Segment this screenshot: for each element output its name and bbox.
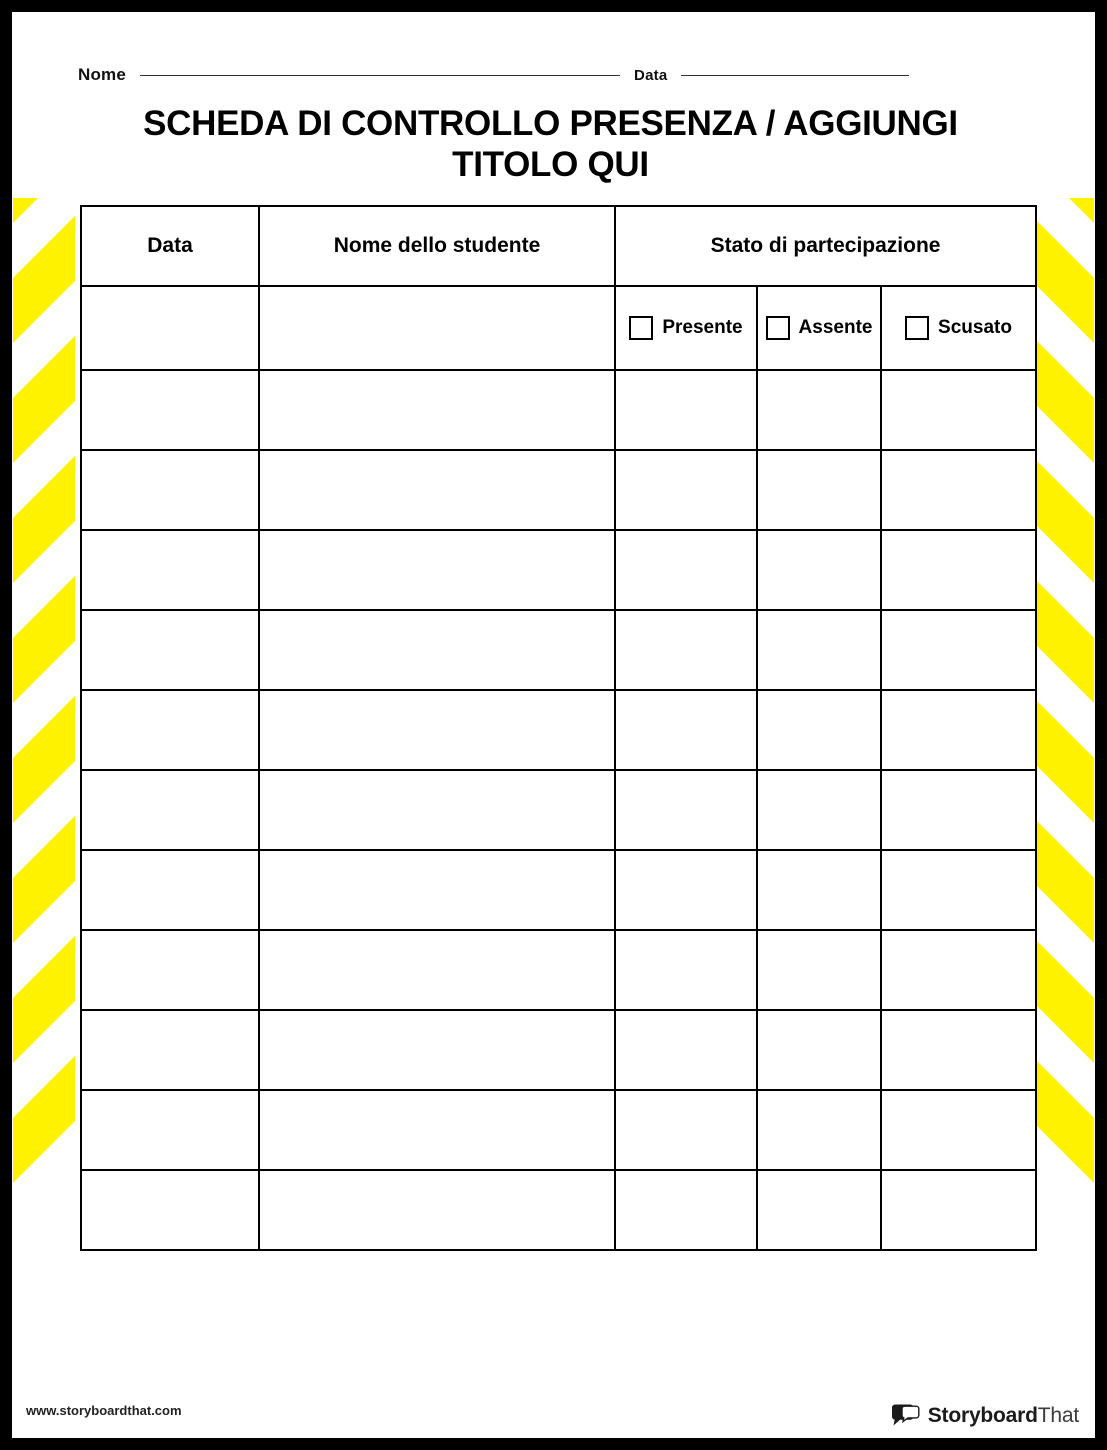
cell-assente[interactable]: [757, 1170, 881, 1250]
speech-bubble-icon: [890, 1404, 920, 1428]
cell-date[interactable]: [81, 610, 259, 690]
page-title: SCHEDA DI CONTROLLO PRESENZA / AGGIUNGI TITOLO QUI: [143, 104, 958, 184]
cell-presente[interactable]: [615, 1170, 757, 1250]
cell-assente[interactable]: [757, 450, 881, 530]
cell-student-name[interactable]: [259, 850, 615, 930]
cell-assente[interactable]: [757, 770, 881, 850]
cell-presente[interactable]: [615, 690, 757, 770]
table-row: [81, 370, 1036, 450]
column-header-status-group: Stato di partecipazione: [615, 206, 1036, 286]
attendance-table-wrapper: [80, 205, 1037, 1251]
checkbox-scusato-icon[interactable]: [905, 316, 929, 340]
date-label: Data: [634, 66, 668, 84]
cell-scusato[interactable]: [881, 690, 1036, 770]
decorative-stripes-right: [1032, 198, 1094, 1198]
cell-scusato[interactable]: [881, 610, 1036, 690]
status-option-scusato[interactable]: [881, 286, 1036, 370]
cell-date[interactable]: [81, 370, 259, 450]
status-label-presente: Presente: [662, 317, 743, 339]
cell-presente[interactable]: [615, 930, 757, 1010]
cell-assente[interactable]: [757, 690, 881, 770]
footer-website-url[interactable]: www.storyboardthat.com: [26, 1403, 182, 1418]
table-row: [81, 770, 1036, 850]
cell-student-name[interactable]: [259, 930, 615, 1010]
table-row: [81, 690, 1036, 770]
cell-presente[interactable]: [615, 530, 757, 610]
table-row: [81, 530, 1036, 610]
decorative-stripes-left: [13, 198, 75, 1198]
attendance-table: [80, 205, 1037, 1251]
cell-presente[interactable]: [615, 450, 757, 530]
cell-student-name[interactable]: [259, 690, 615, 770]
column-header-date: Data: [81, 206, 259, 286]
cell-date-checkbox-row[interactable]: [81, 286, 259, 370]
cell-date[interactable]: [81, 690, 259, 770]
cell-student-name[interactable]: [259, 530, 615, 610]
table-row: [81, 850, 1036, 930]
cell-scusato[interactable]: [881, 450, 1036, 530]
cell-date[interactable]: [81, 770, 259, 850]
table-row: [81, 450, 1036, 530]
cell-student-name[interactable]: [259, 1010, 615, 1090]
cell-student-name[interactable]: [259, 450, 615, 530]
cell-scusato[interactable]: [881, 770, 1036, 850]
cell-scusato[interactable]: [881, 1170, 1036, 1250]
cell-student-name[interactable]: [259, 370, 615, 450]
checkbox-assente-icon[interactable]: [766, 316, 790, 340]
cell-scusato[interactable]: [881, 930, 1036, 1010]
brand-name: [928, 1404, 1079, 1428]
cell-assente[interactable]: [757, 1010, 881, 1090]
cell-presente[interactable]: [615, 370, 757, 450]
cell-date[interactable]: [81, 530, 259, 610]
date-write-line[interactable]: [681, 75, 909, 76]
cell-assente[interactable]: [757, 930, 881, 1010]
cell-scusato[interactable]: [881, 1090, 1036, 1170]
cell-date[interactable]: [81, 450, 259, 530]
status-option-presente[interactable]: [615, 286, 757, 370]
cell-presente[interactable]: [615, 770, 757, 850]
cell-assente[interactable]: [757, 610, 881, 690]
cell-presente[interactable]: [615, 850, 757, 930]
brand-name-light: That: [1037, 1404, 1079, 1427]
cell-assente[interactable]: [757, 530, 881, 610]
cell-scusato[interactable]: [881, 1010, 1036, 1090]
table-checkbox-row: [81, 286, 1036, 370]
cell-assente[interactable]: [757, 850, 881, 930]
brand-logo: [890, 1404, 1079, 1428]
name-write-line[interactable]: [140, 75, 620, 76]
cell-scusato[interactable]: [881, 850, 1036, 930]
table-header-row: [81, 206, 1036, 286]
cell-assente[interactable]: [757, 370, 881, 450]
brand-name-bold: Storyboard: [927, 1404, 1038, 1427]
cell-date[interactable]: [81, 1090, 259, 1170]
cell-scusato[interactable]: [881, 530, 1036, 610]
table-row: [81, 1010, 1036, 1090]
cell-scusato[interactable]: [881, 370, 1036, 450]
name-label: Nome: [78, 65, 127, 84]
table-row: [81, 930, 1036, 1010]
table-row: [81, 1090, 1036, 1170]
cell-name-checkbox-row[interactable]: [259, 286, 615, 370]
cell-date[interactable]: [81, 1010, 259, 1090]
column-header-student-name: Nome dello studente: [259, 206, 615, 286]
status-label-assente: Assente: [798, 317, 873, 339]
cell-presente[interactable]: [615, 1010, 757, 1090]
cell-student-name[interactable]: [259, 610, 615, 690]
cell-date[interactable]: [81, 930, 259, 1010]
cell-student-name[interactable]: [259, 1170, 615, 1250]
cell-presente[interactable]: [615, 1090, 757, 1170]
table-row: [81, 1170, 1036, 1250]
cell-student-name[interactable]: [259, 770, 615, 850]
cell-student-name[interactable]: [259, 1090, 615, 1170]
status-option-assente[interactable]: [757, 286, 881, 370]
status-label-scusato: Scusato: [938, 317, 1012, 339]
cell-date[interactable]: [81, 1170, 259, 1250]
table-row: [81, 610, 1036, 690]
name-date-header: [78, 58, 1023, 92]
cell-presente[interactable]: [615, 610, 757, 690]
cell-assente[interactable]: [757, 1090, 881, 1170]
checkbox-presente-icon[interactable]: [629, 316, 653, 340]
cell-date[interactable]: [81, 850, 259, 930]
